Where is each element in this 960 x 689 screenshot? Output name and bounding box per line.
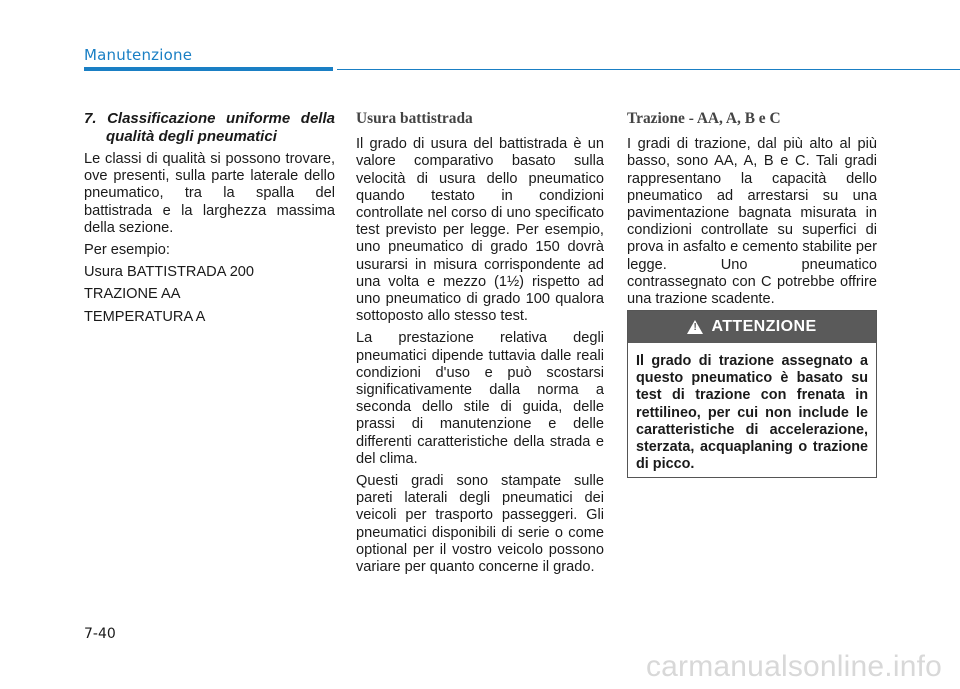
warning-header bbox=[628, 311, 876, 343]
paragraph-treadwear-definition: Il grado di usura del battistrada è un valore comparativo basato sulla velocità di usura dello pneumatico quando testato in condizioni controllate nel corso di uno specificato test previsto per legge. Per esempio, uno pneumatico di grado 150 dovrà usurarsi in misura corrispondente ad una volta e mezzo (1½) rispetto ad uno pneumatico di grado 100 qualora sottoposto allo stesso test. bbox=[356, 136, 604, 325]
warning-title: ATTENZIONE bbox=[711, 318, 817, 335]
warning-triangle-icon: ! bbox=[687, 320, 703, 334]
example-temperature: TEMPERATURA A bbox=[84, 308, 206, 325]
example-traction: TRAZIONE AA bbox=[84, 286, 181, 303]
paragraph-treadwear-performance: La prestazione relativa degli pneumatici dipende tuttavia dalle reali condizioni d'uso e può scostarsi significativamente dalla norma a seconda dello stile di guida, delle prassi di manutenzione e delle differenti caratteristiche della strada e del clima. bbox=[356, 330, 604, 467]
paragraph-grading-location: Le classi di qualità si possono trovare, ove presenti, sulla parte laterale dello pneumatico, tra la spalla del battistrada e la larghezza massima della sezione. bbox=[84, 151, 335, 236]
warning-text: Il grado di trazione assegnato a questo pneumatico è basato su test di trazione con frenata in rettilineo, per cui non include le caratteristiche di accelerazione, sterzata, acquaplaning o trazione di picco. bbox=[636, 353, 868, 473]
watermark: carmanualsonline.info bbox=[645, 650, 942, 683]
column-middle bbox=[356, 110, 604, 581]
paragraph-example-label: Per esempio: bbox=[84, 242, 170, 259]
warning-box bbox=[627, 310, 877, 478]
column-left bbox=[84, 110, 335, 331]
header-rule-thin bbox=[337, 69, 960, 70]
header-rule-thick bbox=[84, 67, 333, 71]
heading-treadwear: Usura battistrada bbox=[356, 110, 473, 127]
paragraph-traction-grades: I gradi di trazione, dal più alto al più basso, sono AA, A, B e C. Tali gradi rappresentano la capacità dello pneumatico ad arrestarsi su una pavimentazione bagnata misurata in condizioni controllate su superfici di prova in asfalto e cemento stabilite per legge. Uno pneumatico contrassegnato con C potrebbe offrire una trazione scadente. bbox=[627, 136, 877, 308]
paragraph-treadwear-marking: Questi gradi sono stampate sulle pareti laterali degli pneumatici dei veicoli per trasporto passeggeri. Gli pneumatici disponibili di serie o come optional per il vostro veicolo possono variare per quanto concerne il grado. bbox=[356, 473, 604, 576]
section-title: Manutenzione bbox=[84, 46, 193, 64]
page-number: 7-40 bbox=[84, 626, 116, 642]
heading-traction: Trazione - AA, A, B e C bbox=[627, 110, 781, 127]
section-heading-tire-grading: 7. Classificazione uniforme della qualità degli pneumatici bbox=[84, 110, 335, 145]
example-treadwear: Usura BATTISTRADA 200 bbox=[84, 264, 255, 281]
column-right bbox=[627, 110, 877, 313]
